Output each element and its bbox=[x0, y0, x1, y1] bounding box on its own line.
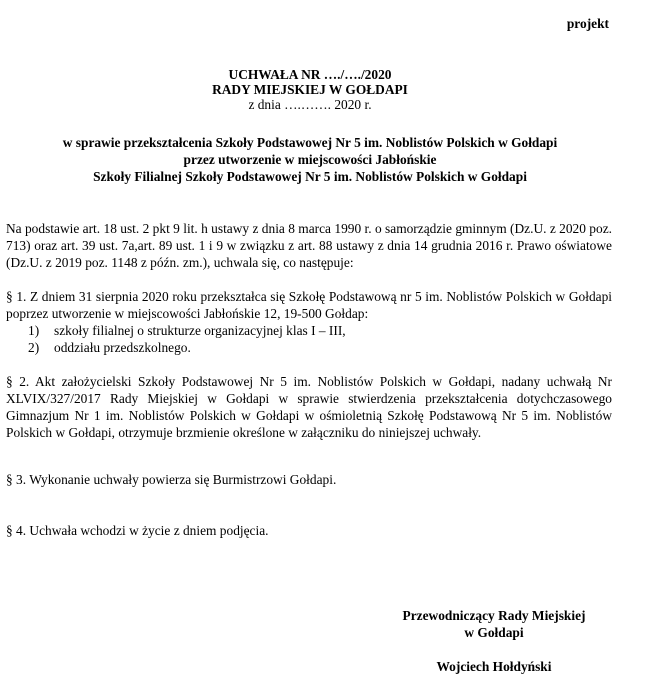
draft-status-label: projekt bbox=[566, 16, 609, 31]
signature-block bbox=[384, 607, 604, 675]
paragraph-2: § 2. Akt założycielski Szkoły Podstawowej Nr 5 im. Noblistów Polskich w Gołdapi, nadany uchwałą Nr XLVIX/327/2017 Rady Miejskiej w Gołdapi w sprawie stwierdzenia przekształcenia dotychczasowego Gimnazjum Nr 1 im. Noblistów Polskich w Gołdapi w ośmioletnią Szkołę Podstawową Nr 5 im. Noblistów Polskich w Gołdapi, otrzymuje brzmienie określone w załączniku do niniejszej uchwały. bbox=[6, 374, 612, 440]
subject-line: przez utworzenie w miejscowości Jabłońskie bbox=[183, 152, 437, 167]
list-item bbox=[6, 339, 612, 356]
paragraph-3: § 3. Wykonanie uchwały powierza się Burmistrzowi Gołdapi. bbox=[6, 472, 337, 487]
subject-line: Szkoły Filialnej Szkoły Podstawowej Nr 5 im. Noblistów Polskich w Gołdapi bbox=[93, 169, 527, 184]
legal-basis-paragraph: Na podstawie art. 18 ust. 2 pkt 9 lit. h ustawy z dnia 8 marca 1990 r. o samorządzie gminnym (Dz.U. z 2020 poz. 713) oraz art. 39 ust. 7a,art. 89 ust. 1 i 9 w związku z art. 88 ustawy z dnia 14 grudnia 2016 r. Prawo oświatowe (Dz.U. z 2019 poz. 1148 z późn. zm.), uchwala się, co następuje: bbox=[6, 221, 612, 270]
resolution-date: z dnia ….……. 2020 r. bbox=[248, 97, 372, 112]
list-item bbox=[6, 322, 612, 339]
list-item-text: oddziału przedszkolnego. bbox=[54, 340, 191, 355]
list-item-number: 1) bbox=[28, 323, 40, 338]
list-item-number: 2) bbox=[28, 340, 40, 355]
paragraph-1 bbox=[6, 288, 612, 356]
paragraph-1-list bbox=[6, 322, 612, 356]
signatory-role: Przewodniczący Rady Miejskiej bbox=[402, 608, 586, 623]
list-item-text: szkoły filialnej o strukturze organizacyjnej klas I – III, bbox=[54, 323, 346, 338]
paragraph-1-text: § 1. Z dniem 31 sierpnia 2020 roku przekształca się Szkołę Podstawową nr 5 im. Noblistów Polskich w Gołdapi poprzez utworzenie w miejscowości Jabłońskie 12, 19-500 Gołdap: bbox=[6, 289, 612, 321]
signatory-name: Wojciech Hołdyński bbox=[436, 659, 552, 674]
subject-line: w sprawie przekształcenia Szkoły Podstawowej Nr 5 im. Noblistów Polskich w Gołdapi bbox=[62, 135, 558, 150]
resolution-subject bbox=[0, 134, 620, 185]
resolution-number: UCHWAŁA NR …./…./2020 bbox=[228, 67, 392, 82]
signatory-role: w Gołdapi bbox=[464, 625, 524, 640]
resolution-header bbox=[0, 67, 620, 112]
paragraph-4: § 4. Uchwała wchodzi w życie z dniem podjęcia. bbox=[6, 523, 269, 538]
council-name: RADY MIEJSKIEJ W GOŁDAPI bbox=[212, 82, 408, 97]
